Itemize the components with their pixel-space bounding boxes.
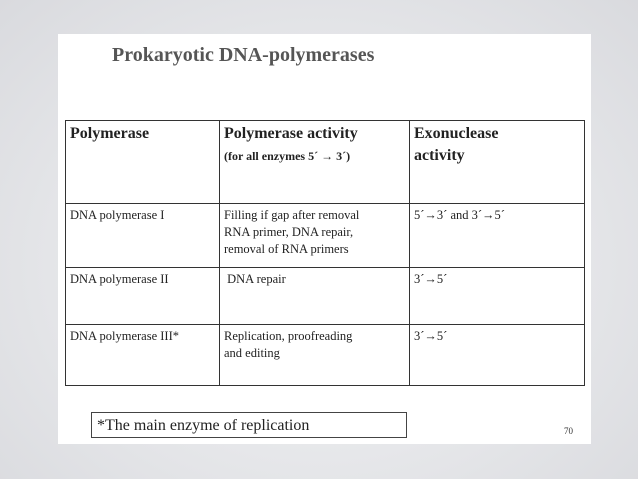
activity-line: DNA repair bbox=[224, 272, 286, 286]
footnote-box: *The main enzyme of replication bbox=[91, 412, 407, 438]
table-header-row bbox=[66, 121, 585, 204]
activity-line: Filling if gap after removal bbox=[224, 208, 360, 222]
activity-line: and editing bbox=[224, 346, 280, 360]
cell-exonuclease: 5´→3´ and 3´→5´ bbox=[410, 204, 585, 268]
header-activity-label: Polymerase activity bbox=[224, 125, 358, 142]
cell-activity bbox=[220, 204, 410, 268]
cell-polymerase: DNA polymerase I bbox=[66, 204, 220, 268]
cell-activity bbox=[220, 268, 410, 325]
header-polymerase bbox=[66, 121, 220, 204]
page-number: 70 bbox=[564, 426, 573, 436]
cell-exonuclease: 3´→5´ bbox=[410, 268, 585, 325]
header-activity-sublabel: (for all enzymes 5´ → 3´) bbox=[224, 149, 351, 163]
activity-line: RNA primer, DNA repair, bbox=[224, 225, 354, 239]
cell-activity bbox=[220, 325, 410, 386]
header-polymerase-activity bbox=[220, 121, 410, 204]
polymerase-table bbox=[65, 120, 585, 386]
table-row bbox=[66, 268, 585, 325]
activity-line: Replication, proofreading bbox=[224, 329, 353, 343]
header-exonuclease-sublabel: activity bbox=[414, 147, 465, 164]
table-row bbox=[66, 204, 585, 268]
slide bbox=[58, 34, 591, 444]
header-exonuclease-label: Exonuclease bbox=[414, 125, 499, 142]
cell-polymerase: DNA polymerase III* bbox=[66, 325, 220, 386]
header-polymerase-label: Polymerase bbox=[70, 125, 150, 142]
slide-title: Prokaryotic DNA-polymerases bbox=[112, 44, 375, 66]
table-row bbox=[66, 325, 585, 386]
cell-exonuclease: 3´→5´ bbox=[410, 325, 585, 386]
cell-polymerase: DNA polymerase II bbox=[66, 268, 220, 325]
activity-line: removal of RNA primers bbox=[224, 242, 349, 256]
header-exonuclease-activity bbox=[410, 121, 585, 204]
